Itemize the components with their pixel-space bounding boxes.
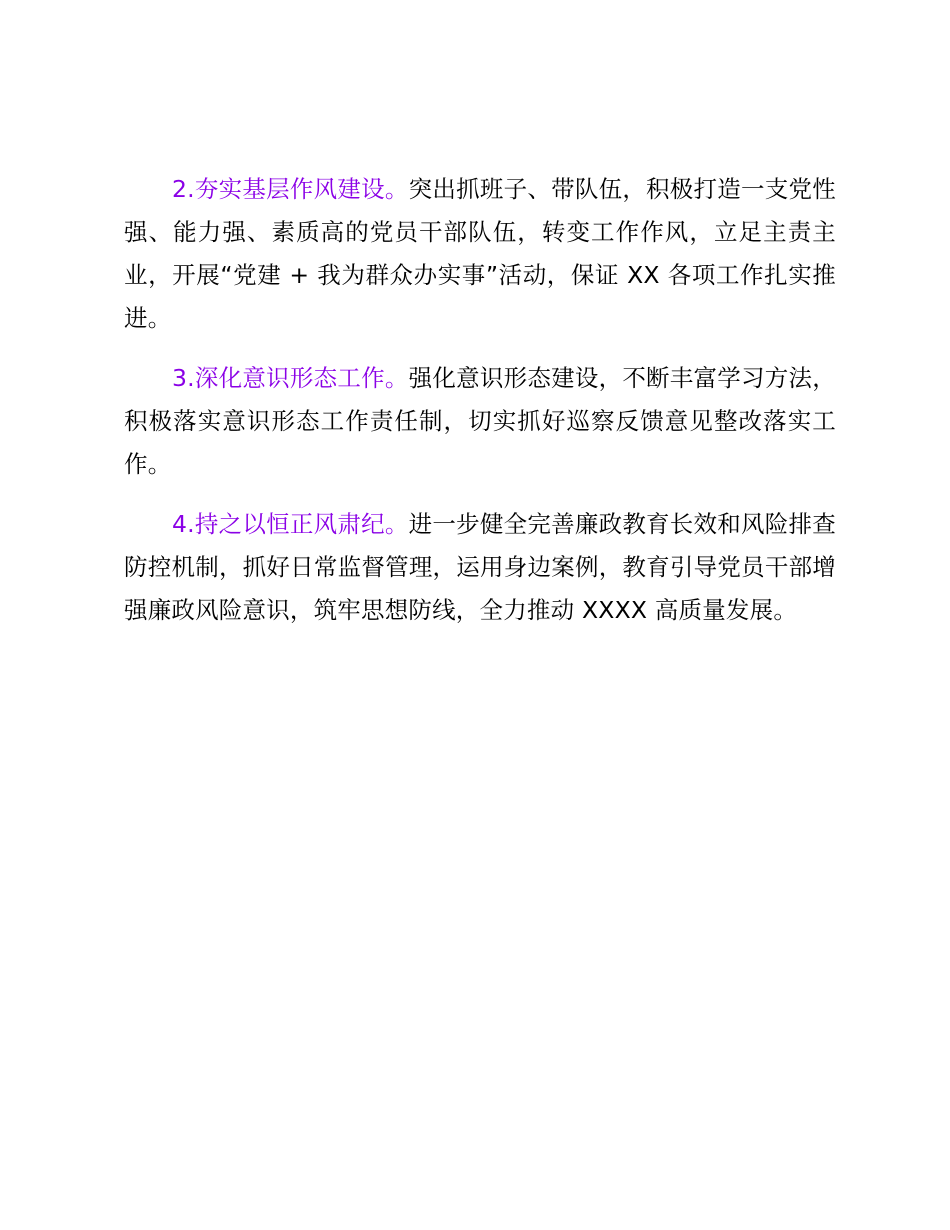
paragraph-item-2 bbox=[124, 168, 836, 340]
paragraph-heading: 3.深化意识形态工作。 bbox=[172, 364, 409, 392]
document-body bbox=[124, 168, 836, 649]
paragraph-item-3 bbox=[124, 357, 836, 486]
paragraph-body: 突出抓班子、带队伍，积极打造一支党性强、能力强、素质高的党员干部队伍，转变工作作风，立足主责主业，开展“党建 + 我为群众办实事”活动，保证 XX 各项工作扎实推进。 bbox=[124, 175, 836, 332]
paragraph-heading: 4.持之以恒正风肃纪。 bbox=[172, 510, 409, 538]
paragraph-body: 进一步健全完善廉政教育长效和风险排查防控机制，抓好日常监督管理，运用身边案例，教育引导党员干部增强廉政风险意识，筑牢思想防线，全力推动 XXXX 高质量发展。 bbox=[124, 510, 836, 624]
paragraph-item-4 bbox=[124, 503, 836, 632]
paragraph-heading: 2.夯实基层作风建设。 bbox=[172, 175, 409, 203]
paragraph-body: 强化意识形态建设，不断丰富学习方法，积极落实意识形态工作责任制，切实抓好巡察反馈意见整改落实工作。 bbox=[124, 364, 836, 478]
